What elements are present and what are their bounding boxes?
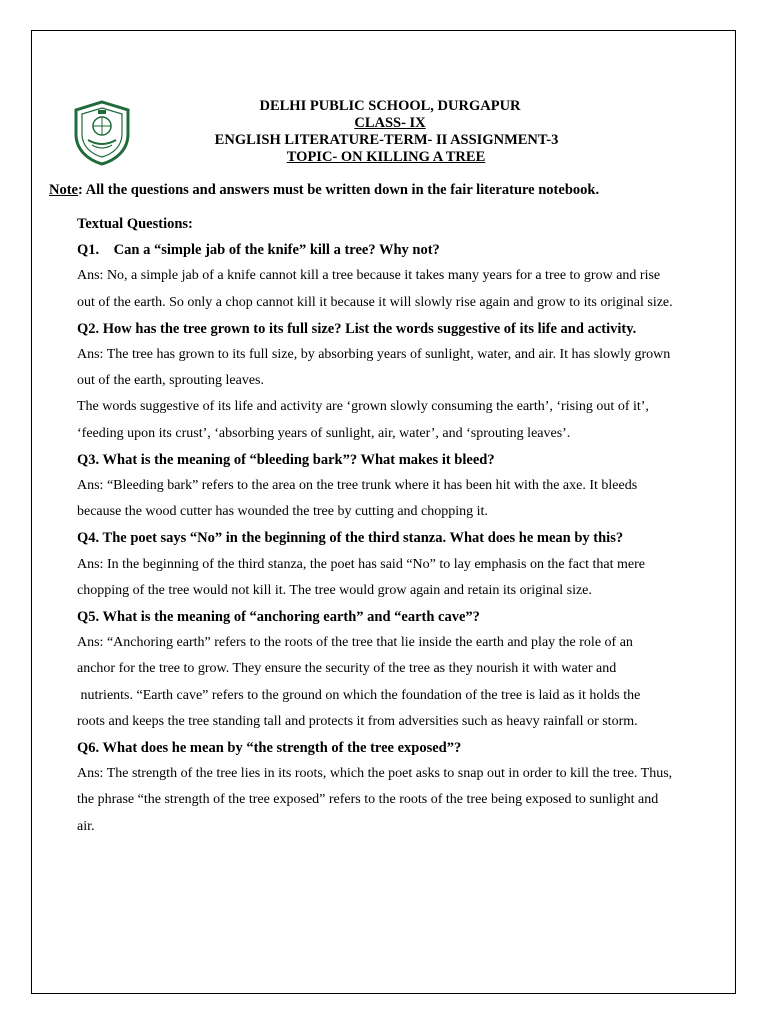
note-label: Note xyxy=(49,182,78,198)
qa-section xyxy=(77,211,737,840)
answer-line: Ans: No, a simple jab of a knife cannot kill a tree because it takes many years for a tree to grow and rise xyxy=(77,268,661,284)
answer-line: because the wood cutter has wounded the tree by cutting and chopping it. xyxy=(77,504,488,520)
answer-line: ‘feeding upon its crust’, ‘absorbing years of sunlight, air, water’, and ‘sprouting leaves’. xyxy=(77,425,571,441)
answer-line: chopping of the tree would not kill it. The tree would grow again and retain its original size. xyxy=(77,582,592,598)
answer-line: Ans: In the beginning of the third stanza, the poet has said “No” to lay emphasis on the fact that mere xyxy=(77,556,646,572)
school-name: DELHI PUBLIC SCHOOL, DURGAPUR xyxy=(259,98,521,114)
answer-line: roots and keeps the tree standing tall and protects it from adversities such as heavy rainfall or storm. xyxy=(77,713,638,729)
answer-line: The words suggestive of its life and activity are ‘grown slowly consuming the earth’, ‘rising out of it’, xyxy=(77,399,649,415)
section-title: Textual Questions: xyxy=(77,216,193,232)
answer-line: out of the earth, sprouting leaves. xyxy=(77,373,265,389)
question-6: Q6. What does he mean by “the strength of the tree exposed”? xyxy=(77,740,462,757)
note-line xyxy=(49,182,599,199)
answer-line: air. xyxy=(77,818,95,834)
question-4: Q4. The poet says “No” in the beginning of the third stanza. What does he mean by this? xyxy=(77,530,624,547)
class-label: CLASS- IX xyxy=(354,115,426,131)
question-1: Q1. Can a “simple jab of the knife” kill a tree? Why not? xyxy=(77,242,440,259)
question-2: Q2. How has the tree grown to its full size? List the words suggestive of its life and activity. xyxy=(77,320,637,337)
note-text: : All the questions and answers must be written down in the fair literature notebook. xyxy=(78,182,600,198)
answer-line: anchor for the tree to grow. They ensure the security of the tree as they nourish it with water and xyxy=(77,661,617,677)
answer-line: Ans: The strength of the tree lies in its roots, which the poet asks to snap out in order to kill the tree. Thus, xyxy=(77,766,673,782)
answer-line: the phrase “the strength of the tree exposed” refers to the roots of the tree being exposed to sunlight and xyxy=(77,792,659,808)
assignment-title: ENGLISH LITERATURE-TERM- II ASSIGNMENT-3 xyxy=(214,132,559,148)
answer-line: Ans: The tree has grown to its full size, by absorbing years of sunlight, water, and air. It has slowly grown xyxy=(77,347,671,363)
answer-line: Ans: “Bleeding bark” refers to the area on the tree trunk where it has been hit with the axe. It bleeds xyxy=(77,478,638,494)
answer-line: Ans: “Anchoring earth” refers to the roots of the tree that lie inside the earth and play the role of an xyxy=(77,635,633,651)
question-5: Q5. What is the meaning of “anchoring earth” and “earth cave”? xyxy=(77,609,480,626)
question-3: Q3. What is the meaning of “bleeding bark”? What makes it bleed? xyxy=(77,451,495,468)
answer-line: nutrients. “Earth cave” refers to the ground on which the foundation of the tree is laid as it holds the xyxy=(77,687,641,703)
topic-title: TOPIC- ON KILLING A TREE xyxy=(286,149,486,165)
answer-line: out of the earth. So only a chop cannot kill it because it will slowly rise again and grow to its original size. xyxy=(77,294,673,310)
